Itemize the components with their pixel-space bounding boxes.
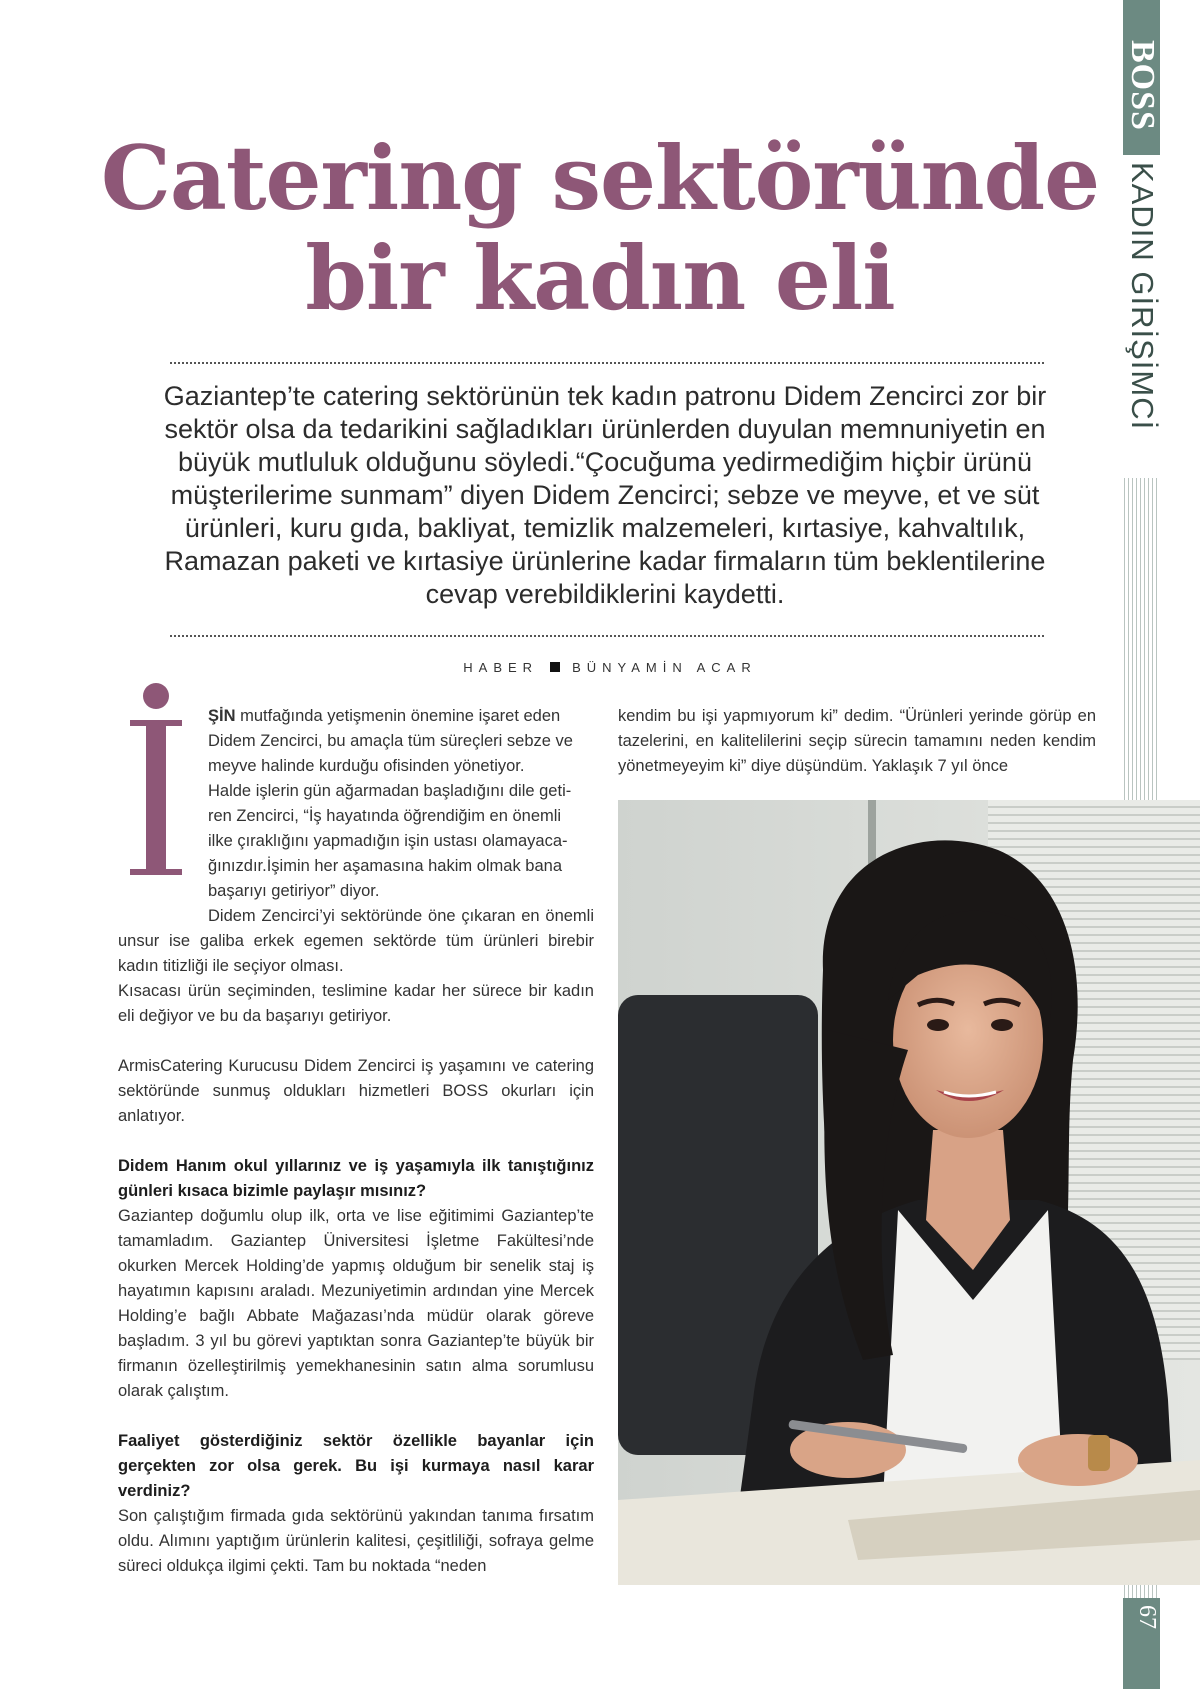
opening-line: ğınızdır.İşimin her aşamasına hakim olmak bana — [208, 857, 563, 875]
paragraph: Didem Zencirci’yi sektöründe öne çıkaran en önemli unsur ise galiba erkek egemen sektörde tüm ürünleri birebir kadın titizliği ile seçiyor olması. — [118, 907, 594, 975]
opening-line: Didem Zencirci, bu amaçla tüm süreçleri sebze ve — [208, 732, 573, 750]
opening-word: ŞİN — [208, 707, 236, 725]
interview-answer: Son çalıştığım firmada gıda sektörünü yakından tanıma fırsatım oldu. Alımını yaptığım ürünlerin kalitesi, çeşitliliği, sofraya gelme süreci oldukça ilgimi çekti. Tam bu noktada “neden — [118, 1507, 594, 1575]
interview-answer: Gaziantep doğumlu olup ilk, orta ve lise eğitimimi Gaziantep’te tamamladım. Gaziantep Üniversitesi İşletme Fakültesi’nde okurken Mercek Holding’de yapmış olduğum bir senelik staj iş hayatımın kapısını araladı. Mezuniyetimin ardından yine Mercek Holding’e bağlı Abbate Mağazası’nda müdür olarak göreve başladım. 3 yıl bu görevi yaptıktan sonra Gaziantep’te büyük bir firmanın özelleştirilmiş yemekhanesinin satın alma sorumlusu olarak çalıştım. — [118, 1207, 594, 1400]
interview-question: Didem Hanım okul yıllarınız ve iş yaşamıyla ilk tanıştığınız günleri kısaca bizimle paylaşır mısınız? — [118, 1157, 594, 1200]
byline — [430, 660, 790, 675]
lead-paragraph: Gaziantep’te catering sektörünün tek kadın patronu Didem Zencirci zor bir sektör olsa da tedarikini sağladıkları ürünlerden duyulan memnuniyetin en büyük mutluluk olduğunu söyledi.“Çocuğuma yedirmediğim hiçbir ürünü müşterilerime sunmam” diyen Didem Zencirci; sebze ve meyve, et ve süt ürünleri, kuru gıda, bakliyat, temizlik malzemeleri, kırtasiye, kahvaltılık, Ramazan paketi ve kırtasiye ürünlerine kadar firmaların tüm beklentilerine cevap verebildiklerini kaydetti. — [163, 381, 1047, 609]
opening-paragraph — [118, 704, 594, 904]
paragraph: kendim bu işi yapmıyorum ki” dedim. “Ürünleri yerinde görüp en tazelerini, en kalitelilerini seçip sürecin tamamını neden kendim yönetmeyeyim ki” diye düşündüm. Yaklaşık 7 yıl önce — [618, 707, 1096, 775]
opening-line: başarıyı getiriyor” diyor. — [208, 882, 380, 900]
opening-line: ren Zencirci, “İş hayatında öğrendiğim en önemli — [208, 807, 562, 825]
portrait-photo — [618, 800, 1200, 1585]
dotted-divider-top — [170, 362, 1044, 364]
dotted-divider-bottom — [170, 635, 1044, 637]
opening-line: mutfağında yetişmenin önemine işaret eden — [235, 707, 561, 725]
byline-section: HABER — [463, 660, 539, 675]
interview-question: Faaliyet gösterdiğiniz sektör özellikle bayanlar için gerçekten zor olsa gerek. Bu işi kurmaya nasıl karar verdiniz? — [118, 1432, 594, 1500]
title-line-2: bir kadın eli — [305, 226, 895, 330]
opening-line: meyve halinde kurduğu ofisinden yönetiyor. — [208, 757, 525, 775]
article-title — [100, 128, 1100, 328]
page-number: 67 — [1134, 1605, 1160, 1629]
square-separator-icon — [550, 662, 560, 672]
article-column-2 — [618, 704, 1096, 779]
byline-author: BÜNYAMİN ACAR — [572, 660, 757, 675]
article-column-1 — [118, 704, 594, 1579]
title-line-1: Catering sektöründe — [100, 126, 1100, 230]
opening-line: ilke çıraklığını yapmadığın işin ustası olamayaca- — [208, 832, 568, 850]
spacer — [118, 1404, 594, 1429]
paragraph: Kısacası ürün seçiminden, teslimine kadar her sürece bir kadın eli değiyor ve bu da başarıyı getiriyor. — [118, 982, 594, 1025]
category-label: KADIN GİRİŞİMCİ — [1125, 162, 1160, 431]
spacer — [118, 1029, 594, 1054]
section-label: BOSS — [1124, 40, 1161, 131]
paragraph: ArmisCatering Kurucusu Didem Zencirci iş yaşamını ve catering sektöründe sunmuş oldukları hizmetleri BOSS okurları için anlatıyor. — [118, 1057, 594, 1125]
opening-line: Halde işlerin gün ağarmadan başladığını dile geti- — [208, 782, 572, 800]
spacer — [118, 1129, 594, 1154]
